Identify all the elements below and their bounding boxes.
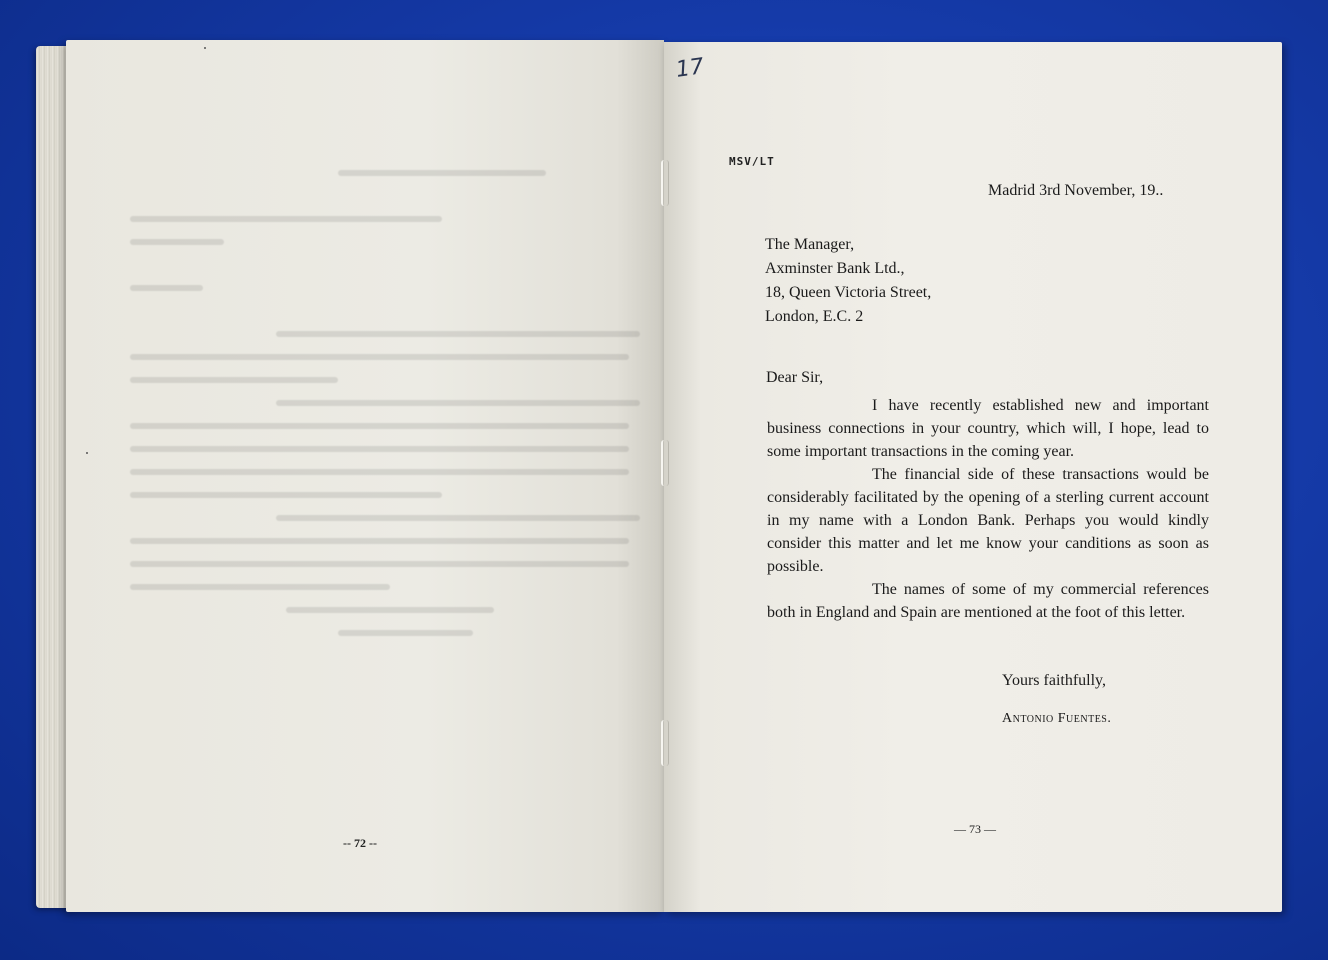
recipient-address — [765, 233, 931, 329]
address-line: London, E.C. 2 — [765, 308, 864, 325]
salutation: Dear Sir, — [766, 369, 824, 386]
closing: Yours faithfully, — [1002, 672, 1107, 689]
handwritten-page-mark: 17 — [674, 54, 706, 83]
binding-stitch — [661, 720, 669, 766]
letter-body — [767, 394, 1209, 624]
page-number-right: — 73 — — [954, 822, 996, 836]
binding-stitch — [661, 440, 669, 486]
paper-speck — [86, 452, 88, 454]
letter-reference: MSV/LT — [729, 155, 775, 168]
address-line: Axminster Bank Ltd., — [765, 260, 905, 277]
address-line: The Manager, — [765, 236, 855, 253]
signature: Antonio Fuentes. — [1002, 711, 1112, 726]
letter-paragraph: The financial side of these transactions would be considerably facilitated by the opening of a sterling current account in my name with a London Bank. Perhaps you would kindly consider this matter and let me know your canditions as soon as possible. — [767, 466, 1209, 575]
binding-stitch — [661, 160, 669, 206]
show-through-text — [130, 170, 650, 730]
paper-speck — [204, 47, 206, 49]
address-line: 18, Queen Victoria Street, — [765, 284, 932, 301]
letter-paragraph: I have recently established new and important business connections in your country, which will, I hope, lead to some important transactions in the coming year. — [767, 397, 1209, 460]
letter-paragraph: The names of some of my commercial references both in England and Spain are mentioned at the foot of this letter. — [767, 581, 1209, 621]
page-number-left: -- 72 -- — [343, 836, 377, 850]
letter-date: Madrid 3rd November, 19.. — [988, 182, 1164, 199]
